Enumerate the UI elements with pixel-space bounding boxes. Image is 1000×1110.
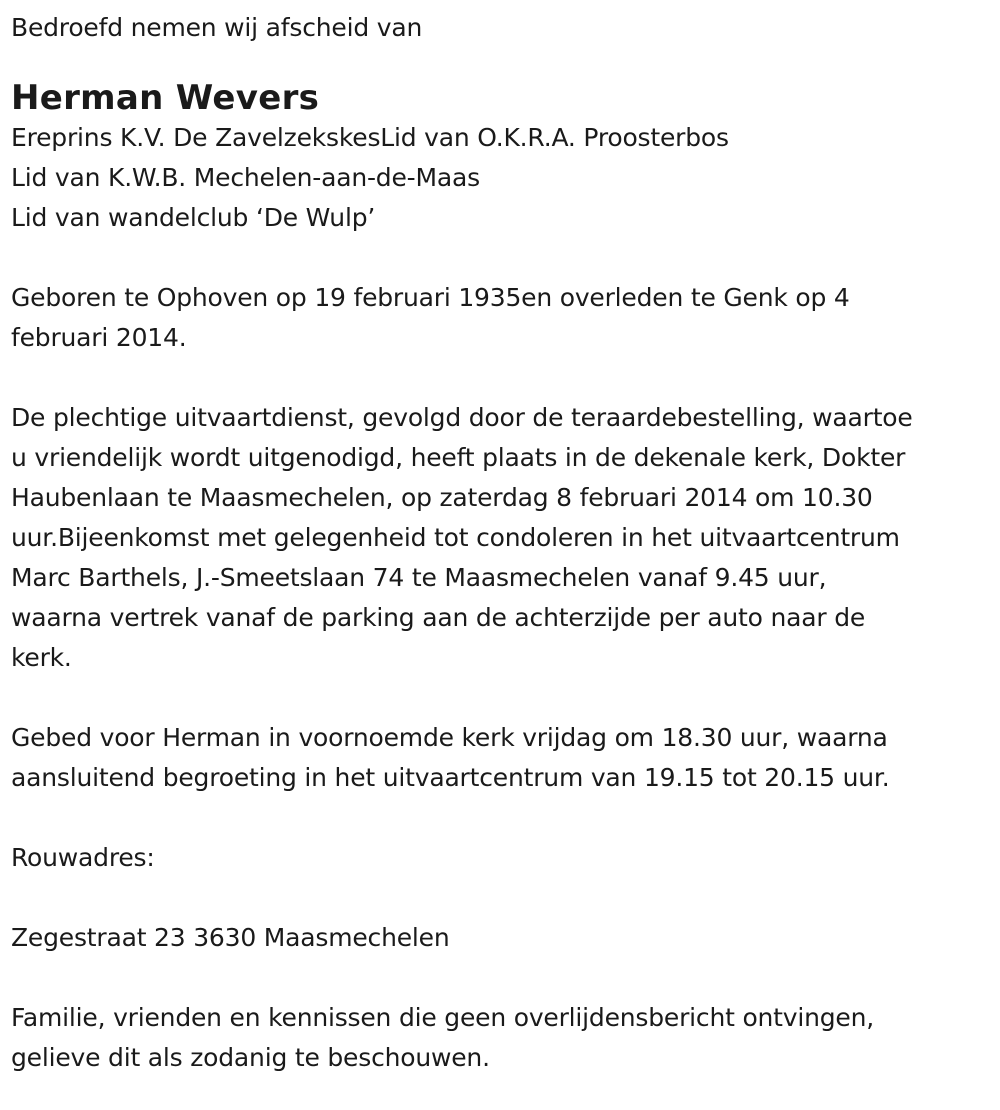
ceremony-paragraph [11,398,991,678]
paragraph-line: Gebed voor Herman in voornoemde kerk vrijdag om 18.30 uur, waarna [11,723,888,752]
paragraph-line: waarna vertrek vanaf de parking aan de achterzijde per auto naar de [11,603,866,632]
paragraph-line: gelieve dit als zodanig te beschouwen. [11,1043,490,1072]
obituary-notice [11,8,991,1078]
spacer [11,678,991,718]
memberships [11,118,991,238]
paragraph-line: Familie, vrienden en kennissen die geen overlijdensbericht ontvingen, [11,1003,875,1032]
spacer [11,878,991,918]
paragraph-line: Geboren te Ophoven op 19 februari 1935en overleden te Genk op 4 [11,283,850,312]
spacer [11,798,991,838]
closing-paragraph [11,998,991,1078]
spacer [11,238,991,278]
membership-line: Lid van wandelclub ‘De Wulp’ [11,203,376,232]
birth-death-paragraph [11,278,991,358]
address-text: Zegestraat 23 3630 Maasmechelen [11,923,450,952]
address-label: Rouwadres: [11,843,155,872]
paragraph-line: februari 2014. [11,323,187,352]
membership-line: Ereprins K.V. De ZavelzekskesLid van O.K.R.A. Proosterbos [11,123,729,152]
paragraph-line: De plechtige uitvaartdienst, gevolgd door de teraardebestelling, waartoe [11,403,913,432]
paragraph-line: kerk. [11,643,72,672]
membership-line: Lid van K.W.B. Mechelen-aan-de-Maas [11,163,480,192]
deceased-name: Herman Wevers [11,78,320,118]
paragraph-line: u vriendelijk wordt uitgenodigd, heeft plaats in de dekenale kerk, Dokter [11,443,906,472]
paragraph-line: uur.Bijeenkomst met gelegenheid tot condoleren in het uitvaartcentrum [11,523,900,552]
prayer-paragraph [11,718,991,798]
paragraph-line: Haubenlaan te Maasmechelen, op zaterdag 8 februari 2014 om 10.30 [11,483,873,512]
paragraph-line: Marc Barthels, J.-Smeetslaan 74 te Maasmechelen vanaf 9.45 uur, [11,563,827,592]
intro-text: Bedroefd nemen wij afscheid van [11,13,423,42]
spacer [11,958,991,998]
paragraph-line: aansluitend begroeting in het uitvaartcentrum van 19.15 tot 20.15 uur. [11,763,890,792]
spacer [11,358,991,398]
